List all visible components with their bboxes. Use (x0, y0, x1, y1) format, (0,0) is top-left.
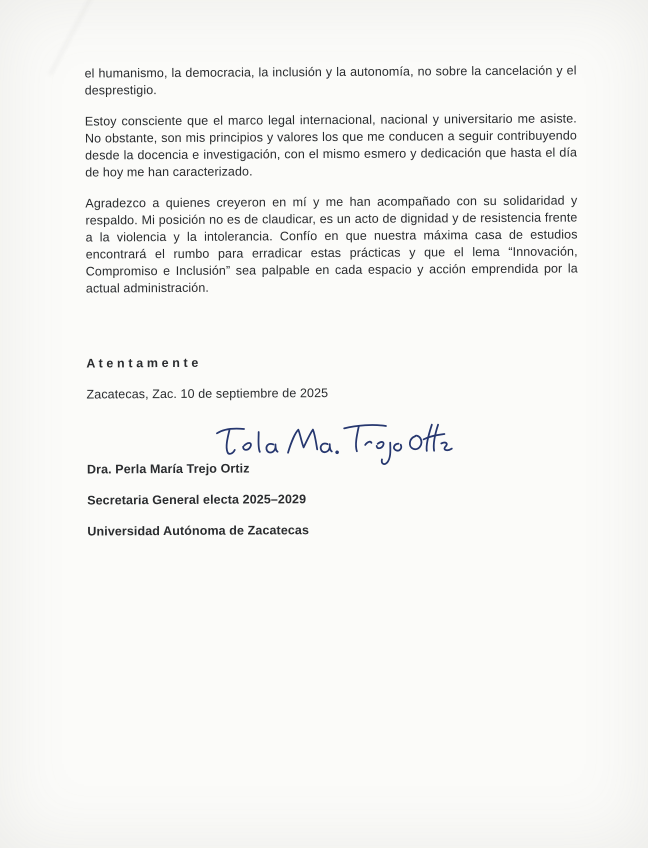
letter-paragraph: Agradezco a quienes creyeron en mí y me han acompañado con su solidaridad y respaldo. Mi posición no es de claudicar, es un acto de dignidad y de resistencia frente a la violencia y la intolerancia. Confío en que nuestra máxima casa de estudios encontrará el rumbo para erradicar estas prácticas y que el lema “Innovación, Compromiso e Inclusión” sea palpable en cada espacio y acción emprendida por la actual administración. (85, 193, 578, 296)
letter-paragraph: Estoy consciente que el marco legal internacional, nacional y universitario me asiste. No obstante, son mis principios y valores los que me conducen a seguir contribuyendo desde la docencia e investigación, con el mismo esmero y dedicación que hasta el día de hoy me han caracterizado. (84, 111, 578, 180)
signer-institution: Universidad Autónoma de Zacatecas (87, 523, 310, 539)
place-date-line: Zacatecas, Zac. 10 de septiembre de 2025 (86, 386, 329, 402)
closing-block (86, 352, 579, 540)
signature-ink (213, 415, 453, 468)
handwritten-signature (213, 415, 453, 468)
scan-crease-artifact (49, 0, 93, 75)
signer-title: Secretaria General electa 2025–2029 (87, 492, 307, 508)
letter-paragraph: el humanismo, la democracia, la inclusión y la autonomía, no sobre la cancelación y el desprestigio. (84, 63, 577, 98)
letter-body (85, 63, 580, 555)
salutation: A t e n t a m e n t e (86, 355, 199, 371)
signer-name: Dra. Perla María Trejo Ortiz (86, 461, 250, 477)
